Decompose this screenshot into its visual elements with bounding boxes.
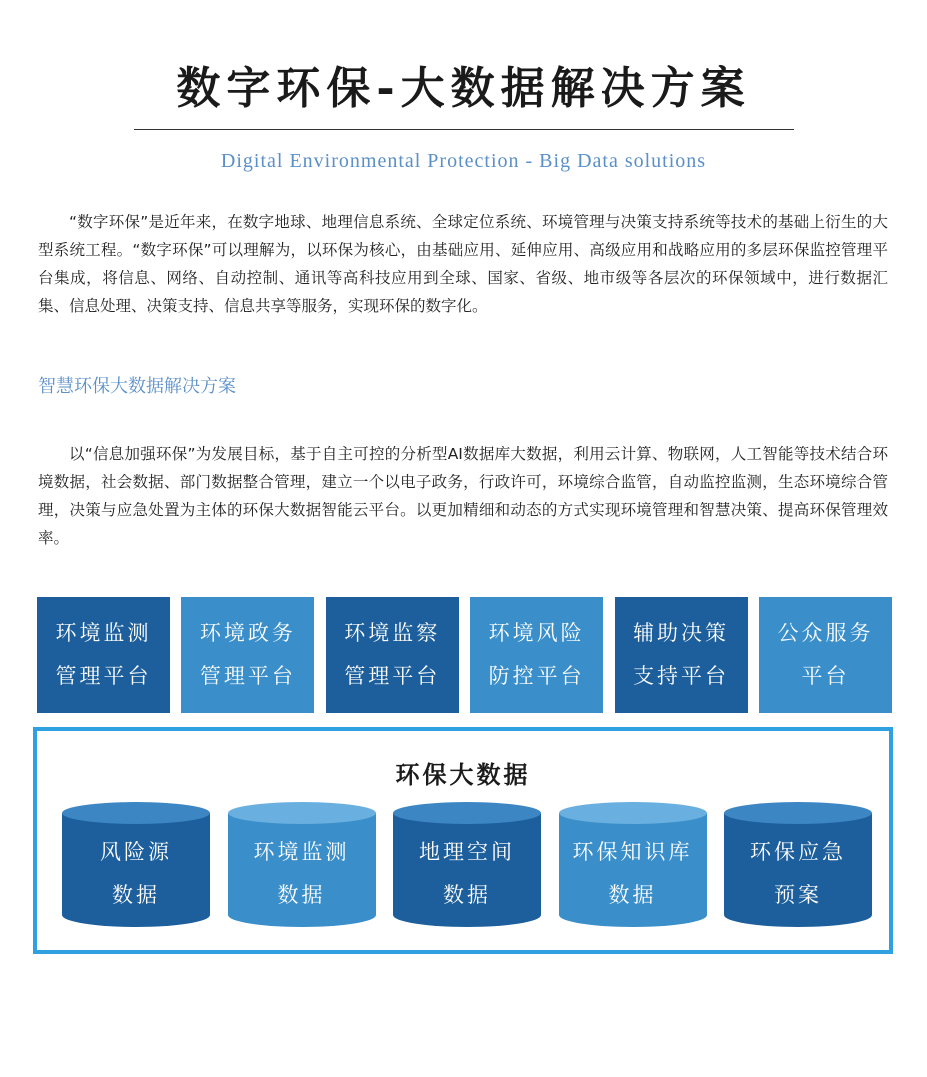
platform-label-line1: 环境政务 bbox=[199, 621, 296, 645]
database-label-line2: 预案 bbox=[774, 883, 822, 907]
database-label-line1: 环境监测 bbox=[253, 840, 350, 864]
page-title: 数字环保-大数据解决方案 bbox=[176, 63, 751, 114]
page-subtitle: Digital Environmental Protection - Big Data solutions bbox=[220, 150, 707, 172]
section-paragraph bbox=[38, 440, 888, 552]
bigdata-title: 环保大数据 bbox=[395, 761, 531, 789]
platform-card-decision bbox=[615, 597, 748, 713]
intro-paragraph bbox=[38, 208, 888, 320]
platform-label-line2: 防控平台 bbox=[488, 664, 585, 688]
platform-label-line1: 公众服务 bbox=[777, 621, 874, 645]
database-row bbox=[61, 801, 873, 929]
platform-label-line2: 管理平台 bbox=[55, 664, 152, 688]
platform-card-risk bbox=[470, 597, 603, 713]
database-cylinder-emergency bbox=[723, 801, 873, 929]
database-cylinder-geospatial bbox=[392, 801, 542, 929]
platform-card-public bbox=[759, 597, 892, 713]
database-label-line1: 风险源 bbox=[100, 840, 172, 864]
database-label-line2: 数据 bbox=[443, 883, 491, 907]
database-cylinder-risk-source bbox=[61, 801, 211, 929]
platform-label-line2: 平台 bbox=[801, 664, 850, 688]
platform-row bbox=[37, 597, 892, 713]
database-label-line2: 数据 bbox=[608, 883, 657, 907]
platform-label-line2: 管理平台 bbox=[199, 664, 296, 688]
database-cylinder-knowledge bbox=[558, 801, 708, 929]
database-label-line1: 环保应急 bbox=[750, 840, 846, 864]
database-label-line2: 数据 bbox=[112, 883, 160, 907]
platform-label-line1: 环境监测 bbox=[55, 621, 152, 645]
platform-card-government bbox=[181, 597, 314, 713]
platform-label-line2: 支持平台 bbox=[633, 664, 730, 688]
platform-card-monitoring bbox=[37, 597, 170, 713]
bigdata-frame bbox=[33, 727, 893, 954]
database-label-line1: 环保知识库 bbox=[572, 840, 693, 864]
section-text: 以“信息加强环保”为发展目标，基于自主可控的分析型AI数据库大数据，利用云计算、物联网，人工智能等技术结合环境数据，社会数据、部门数据整合管理，建立一个以电子政务，行政许可，环境综合监管，自动监控监测，生态环境综合管理，决策与应急处置为主体的环保大数据智能云平台。以更加精细和动态的方式实现环境管理和智慧决策、提高环保管理效率。 bbox=[38, 445, 888, 547]
platform-label-line1: 辅助决策 bbox=[633, 621, 730, 645]
database-cylinder-monitoring bbox=[227, 801, 377, 929]
section-heading: 智慧环保大数据解决方案 bbox=[38, 376, 236, 397]
database-label-line1: 地理空间 bbox=[419, 840, 515, 864]
platform-label-line1: 环境监察 bbox=[344, 621, 441, 645]
platform-card-inspection bbox=[326, 597, 459, 713]
intro-text: “数字环保”是近年来，在数字地球、地理信息系统、全球定位系统、环境管理与决策支持系统等技术的基础上衍生的大型系统工程。“数字环保”可以理解为，以环保为核心，由基础应用、延伸应用、高级应用和战略应用的多层环保监控管理平台集成，将信息、网络、自动控制、通讯等高科技应用到全球、国家、省级、地市级等各层次的环保领域中，进行数据汇集、信息处理、决策支持、信息共享等服务，实现环保的数字化。 bbox=[38, 213, 888, 315]
platform-label-line1: 环境风险 bbox=[488, 621, 585, 645]
title-divider bbox=[134, 129, 794, 130]
platform-label-line2: 管理平台 bbox=[344, 664, 441, 688]
database-label-line2: 数据 bbox=[277, 883, 326, 907]
